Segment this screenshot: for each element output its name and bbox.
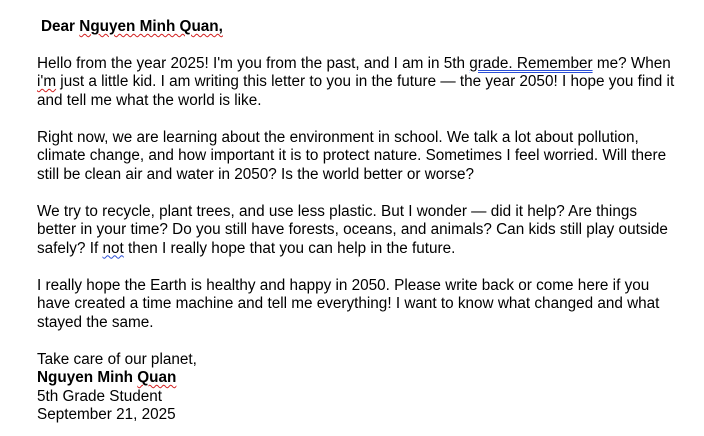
letter-greeting <box>41 18 677 37</box>
paragraph-wonder <box>37 203 677 259</box>
grammar-flag-not: not <box>102 239 124 257</box>
wonder-text-c: then I really hope that you can help in the future. <box>123 239 456 257</box>
paragraph-environment: Right now, we are learning about the environment in school. We talk a lot about pollution, climate change, and how important it is to protect nature. Sometimes I feel worried. Will there still be clean air and water in 2050? Is the world better or worse? <box>37 128 667 183</box>
intro-text-c: me? When <box>592 54 671 72</box>
paragraph-hope: I really hope the Earth is healthy and happy in 2050. Please write back or come here if you have created a time machine and tell me everything! I want to know what changed and what stayed the same. <box>37 276 660 331</box>
signature-role: 5th Grade Student <box>37 387 163 405</box>
spelling-flag-im: i'm <box>37 73 57 90</box>
signature-name <box>37 369 677 388</box>
greeting-prefix: Dear <box>41 18 80 35</box>
intro-text-a: Hello from the year 2025! I'm you from the past, and I am in 5th <box>37 54 470 72</box>
signature-first: Nguyen Minh <box>37 369 138 386</box>
grammar-flag-grade: grade. Remember <box>469 54 593 72</box>
greeting-name: Nguyen Minh Quan, <box>79 18 223 35</box>
signature-last: Quan <box>137 369 177 386</box>
signature-date: September 21, 2025 <box>37 406 176 423</box>
wonder-text-a: We try to recycle, plant trees, and use less plastic. But I wonder — did it help? Are things better in your time? Do you still have forests, oceans, and animals? Can kids still play outside safely? If <box>37 202 668 257</box>
intro-text-e: just a little kid. I am writing this letter to you in the future — the year 2050! I hope you find it and tell me what the world is like. <box>37 73 675 109</box>
letter-closing: Take care of our planet, <box>37 350 197 368</box>
letter-document <box>37 18 677 425</box>
paragraph-intro <box>37 55 677 111</box>
